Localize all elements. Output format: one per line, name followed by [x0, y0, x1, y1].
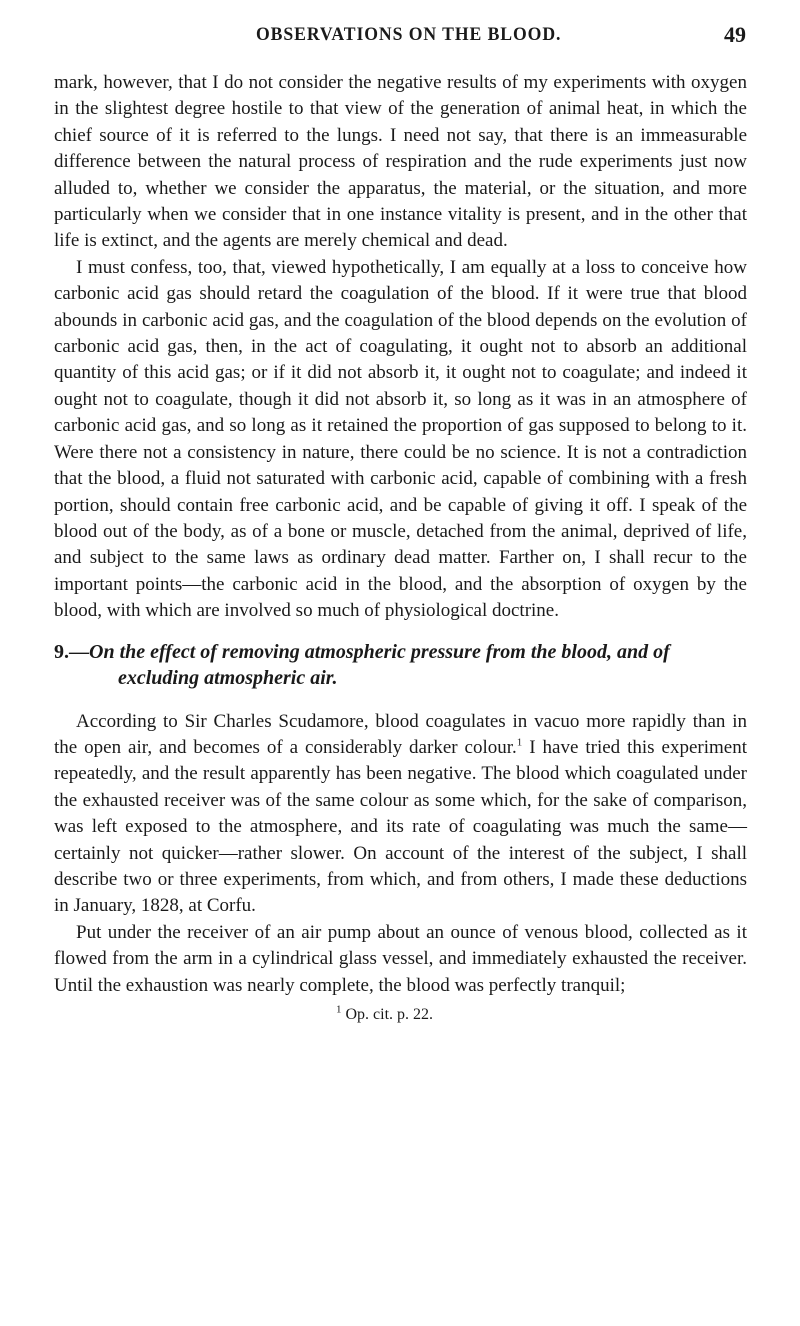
running-title: OBSERVATIONS ON THE BLOOD.	[256, 24, 562, 45]
footnote	[54, 1005, 747, 1025]
paragraph-3-text-a: According to Sir Charles Scudamore, blood coagulates in vacuo more rapidly than in the open air, and becomes of a considerably darker colour.	[54, 710, 747, 758]
footnote-text: Op. cit. p. 22.	[341, 1006, 434, 1023]
paragraph-4: Put under the receiver of an air pump about an ounce of venous blood, collected as it flowed from the arm in a cylindrical glass vessel, and immediately exhausted the receiver. Until the exhaustion was nearly complete, the blood was perfectly tranquil;	[54, 921, 747, 996]
page-number: 49	[724, 22, 746, 47]
paragraph-2: I must confess, too, that, viewed hypothetically, I am equally at a loss to conceive how carbonic acid gas should retard the coagulation of the blood. If it were true that blood abounds in carbonic acid gas, and the coagulation of the blood depends on the evolution of carbonic acid gas, then, in the act of coagulating, it ought not to absorb an additional quantity of this acid gas; or if it did not absorb it, it ought not to coagulate; and indeed it ought not to coagulate, though it did not absorb it, so long as it was in an atmosphere of carbonic acid gas, and so long as it retained the proportion of gas supposed to belong to it. Were there not a consistency in nature, there could be no science. It is not a contradiction that the blood, a fluid not saturated with carbonic acid, capable of combining with a fresh portion, should contain free carbonic acid, and be capable of giving it off. I speak of the blood out of the body, as of a bone or muscle, detached from the animal, deprived of life, and subject to the same laws as ordinary dead matter. Farther on, I shall recur to the important points—the carbonic acid in the blood, and the absorption of oxygen by the blood, with which are involved so much of physiological doctrine.	[54, 256, 747, 622]
footnote-reference: 1	[516, 736, 523, 749]
body-text	[54, 70, 747, 1025]
paragraph-1: mark, however, that I do not consider the negative results of my experiments with oxygen in the slightest degree hostile to that view of the generation of animal heat, in which the chief source of it is referred to the lungs. I need not say, that there is an immeasurable difference between the natural process of respiration and the rude experiments just now alluded to, whether we consider the apparatus, the material, or the situation, and more particularly when we consider that in one instance vitality is present, and in the other that life is extinct, and the agents are merely chemical and dead.	[54, 72, 747, 252]
running-head	[0, 24, 800, 54]
section-title: On the effect of removing atmospheric pressure from the blood, and of excluding atmospheric air.	[89, 640, 670, 689]
section-heading	[54, 639, 747, 691]
section-number: 9.—	[54, 640, 89, 663]
footnote-marker: 1	[336, 1003, 342, 1016]
paragraph-3	[54, 709, 747, 920]
paragraph-3-text-b: I have tried this experiment repeatedly, and the result apparently has been negative. The blood which coagulated under the exhausted receiver was of the same colour as some which, for the sake of comparison, was left exposed to the atmosphere, and its rate of coagulating was much the same—certainly not quicker—rather slower. On account of the interest of the subject, I shall describe two or three experiments, from which, and from others, I made these deductions in January, 1828, at Corfu.	[54, 736, 747, 917]
